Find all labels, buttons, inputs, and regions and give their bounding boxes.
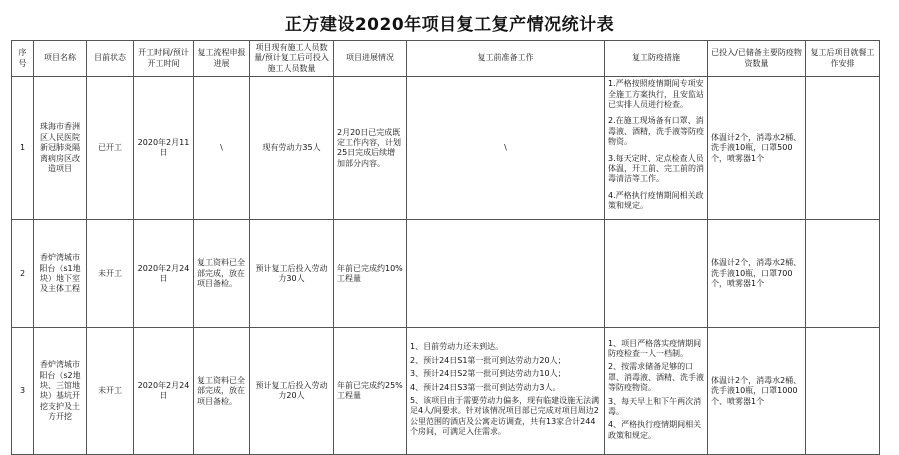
supplies-cell: 体温计2个，消毒水2桶、洗手液10瓶，口罩1000个、喷雾器1个 xyxy=(708,328,806,455)
measures-cell xyxy=(605,328,708,455)
dining-cell xyxy=(806,328,880,455)
table-row xyxy=(12,77,880,220)
measure-item: 3.每天定时、定点检查人员体温，开工前、完工前的消毒清洁等工作。 xyxy=(608,153,704,184)
prep-item: 2、预计24日S1第一批可到达劳动力20人； xyxy=(410,355,566,365)
header-cell: 项目现有施工人员数量/预计复工后可投入施工人员数量 xyxy=(250,41,334,77)
project-name: 香炉湾城市阳台（s2地块、三馆地块）基坑开挖支护及土方开挖 xyxy=(34,328,87,455)
prep-work xyxy=(407,328,605,455)
row-number: 1 xyxy=(12,77,34,220)
measure-item: 2、按需求储备足够的口罩、消毒液、酒精、洗手液等防疫物资。 xyxy=(608,362,704,393)
measures-cell xyxy=(605,77,708,220)
process-progress: 复工资料已全部完成，放在项目备检。 xyxy=(194,328,250,455)
header-cell: 复工防疫措施 xyxy=(605,41,708,77)
header-cell: 复工流程申报进展 xyxy=(194,41,250,77)
prep-item: 3、预计24日S2第一批可到达劳动力10人； xyxy=(410,369,566,379)
header-cell: 已投入/已储备主要防疫物资数量 xyxy=(708,41,806,77)
start-date: 2020年2月11日 xyxy=(134,77,194,220)
status-cell: 未开工 xyxy=(87,220,134,328)
measure-item: 3、每天早上和下午两次消毒。 xyxy=(608,396,702,417)
row-number: 2 xyxy=(12,220,34,328)
header-cell: 开工时间/预计开工时间 xyxy=(134,41,194,77)
measures-cell xyxy=(605,220,708,328)
prep-work xyxy=(407,220,605,328)
status-cell: 已开工 xyxy=(87,77,134,220)
header-cell: 目前状态 xyxy=(87,41,134,77)
project-name: 香炉湾城市阳台（s1地块）地下室及主体工程 xyxy=(34,220,87,328)
measure-item: 4、严格执行疫情期间相关政策和规定。 xyxy=(608,420,702,440)
row-number: 3 xyxy=(12,328,34,455)
measure-item: 2.在施工现场备有口罩、消毒液、酒精，洗手液等防疫物资。 xyxy=(608,116,704,147)
header-cell: 复工前准备工作 xyxy=(407,41,605,77)
project-name: 珠海市香洲区人民医院新冠肺炎隔离病房区改造项目 xyxy=(34,77,87,220)
header-cell: 项目进展情况 xyxy=(334,41,407,77)
header-cell: 项目名称 xyxy=(34,41,87,77)
workers-count: 预计复工后投入劳动力30人 xyxy=(250,220,334,328)
header-cell: 复工后项目就餐工作安排 xyxy=(806,41,880,77)
status-cell: 未开工 xyxy=(87,328,134,455)
measure-item: 1.严格按照疫情期间专项安全施工方案执行，且安监站已实排人员进行检查。 xyxy=(608,79,704,109)
start-date: 2020年2月24日 xyxy=(134,328,194,455)
page-title: 正方建设2020年项目复工复产情况统计表 xyxy=(284,15,615,35)
measure-item: 1、项目严格落实疫情期间防疫检查一人一档制。 xyxy=(608,338,702,359)
dining-cell xyxy=(806,220,880,328)
dining-cell xyxy=(806,77,880,220)
prep-item: 4、预计24日S3第一批可到达劳动力3人。 xyxy=(410,382,561,392)
process-progress: \ xyxy=(194,77,250,220)
prep-item: 1、目前劳动力还未到达。 xyxy=(410,342,504,352)
project-progress: 年前已完成约25%工程量 xyxy=(334,328,407,455)
header-cell: 序号 xyxy=(12,41,34,77)
statistics-table xyxy=(11,40,880,455)
process-progress: 复工资料已全部完成，放在项目备检。 xyxy=(194,220,250,328)
project-progress: 2月20日已完成既定工作内容，计划25日完成后续增加部分内容。 xyxy=(334,77,407,220)
start-date: 2020年2月24日 xyxy=(134,220,194,328)
prep-item: 5、该项目由于需要劳动力偏多，现有临建设施无法满足4人/间要求。针对该情况项目部已完成对项目周边2公里范围的酒店及公寓走访调查，共有13家合计244个房间，可满足入住需求。 xyxy=(410,395,600,437)
supplies-cell: 体温计2个，消毒水2桶、洗手液10瓶，口罩500个，喷雾器1个 xyxy=(708,77,806,220)
project-progress: 年前已完成约10%工程量 xyxy=(334,220,407,328)
supplies-cell: 体温计2个，消毒水2桶、洗手液10瓶，口罩700个，喷雾器1个 xyxy=(708,220,806,328)
prep-work: \ xyxy=(407,77,605,220)
workers-count: 预计复工后投入劳动力20人 xyxy=(250,328,334,455)
header-row xyxy=(12,41,880,77)
measure-item: 4.严格执行疫情期间相关政策和规定。 xyxy=(608,190,704,211)
table-row xyxy=(12,220,880,328)
workers-count: 现有劳动力35人 xyxy=(250,77,334,220)
table-row xyxy=(12,328,880,455)
